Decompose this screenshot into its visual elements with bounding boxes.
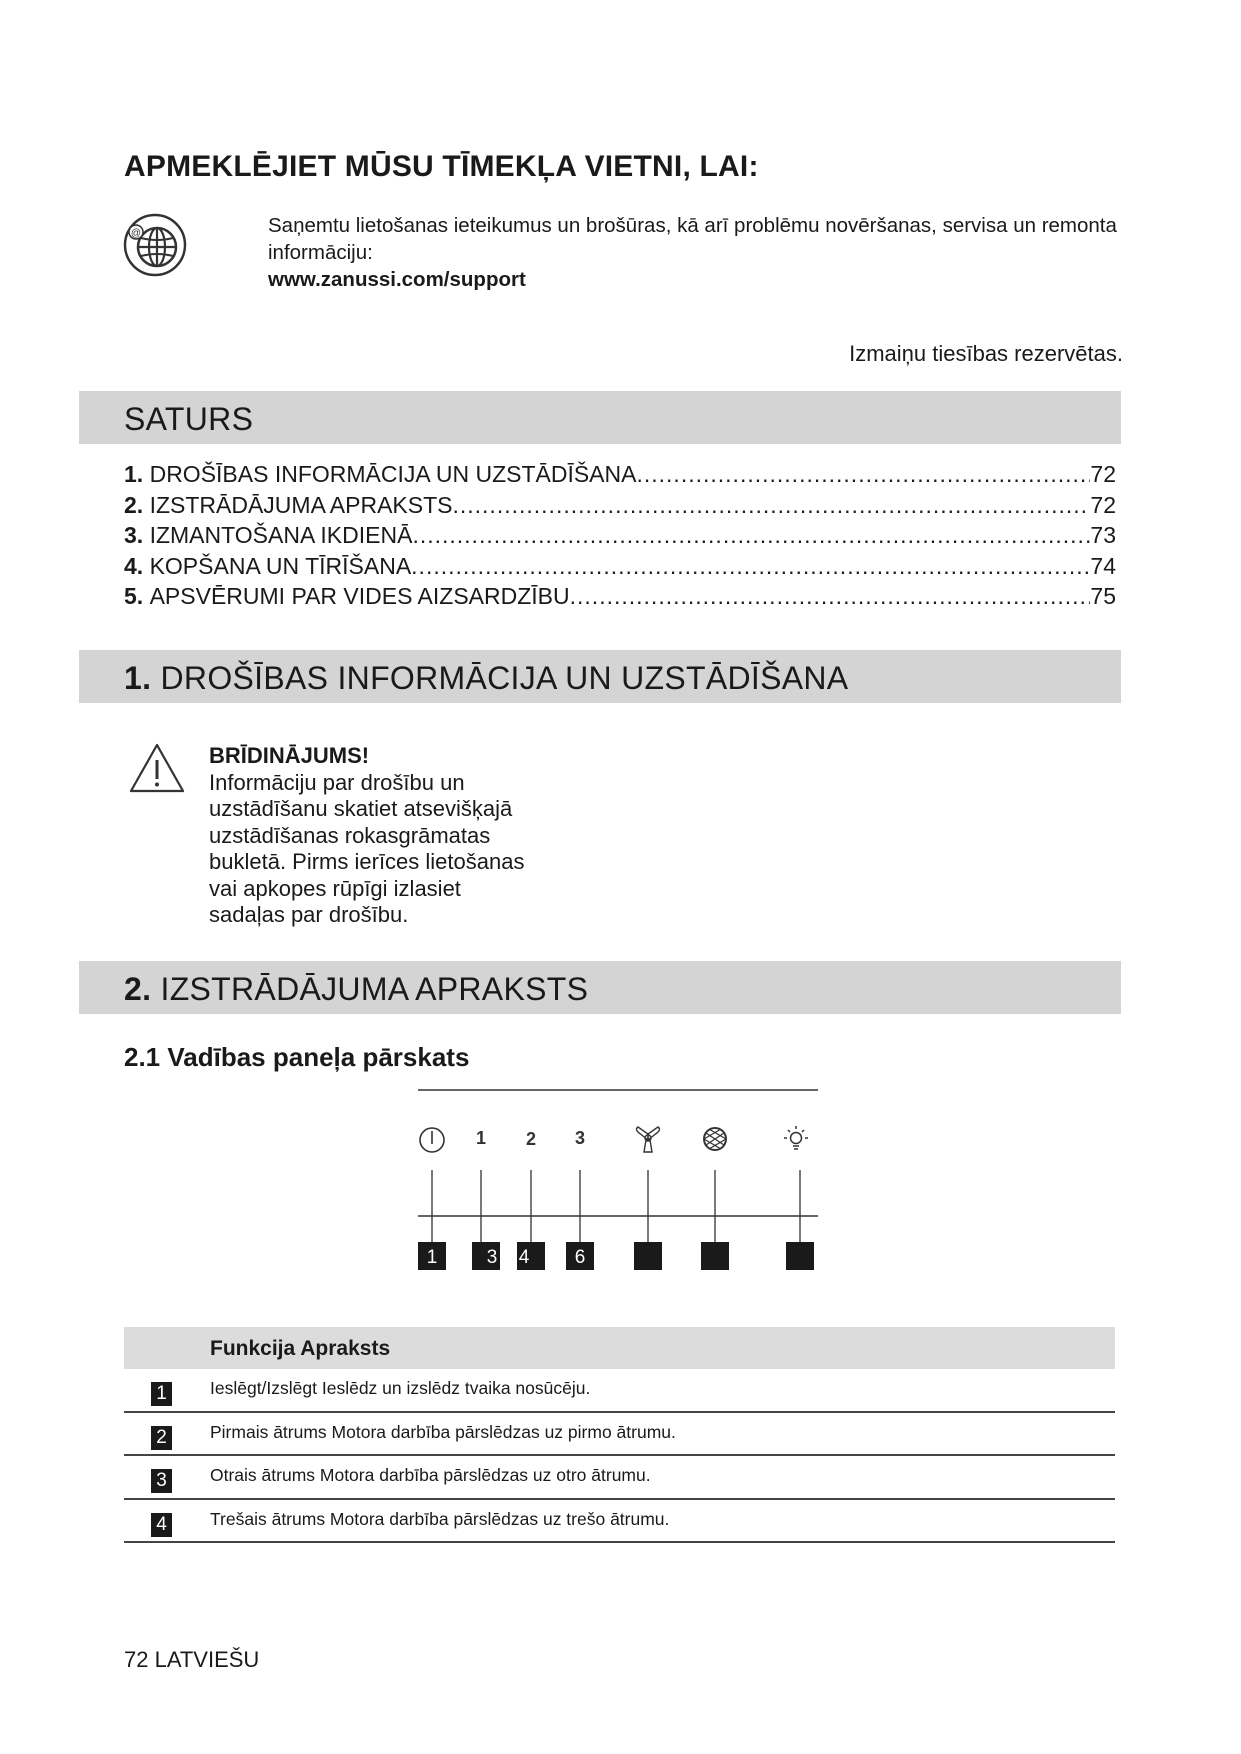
warning-line: Informāciju par drošību un xyxy=(209,769,465,795)
speed-2-label: 2 xyxy=(525,1129,537,1149)
marker-label: 1 xyxy=(426,1247,438,1268)
speed-1-label: 1 xyxy=(475,1128,487,1148)
row-description: Pirmais ātrums Motora darbība pārslēdzas uz pirmo ātrumu. xyxy=(210,1421,676,1442)
warning-line: uzstādīšanas rokasgrāmatas xyxy=(209,822,491,848)
warning-triangle-icon xyxy=(128,742,186,794)
toc-item-label: DROŠĪBAS INFORMĀCIJA UN UZSTĀDĪŠANA xyxy=(149,461,637,487)
toc-item-page: 74 xyxy=(1090,552,1116,579)
toc-item-label: APSVĒRUMI PAR VIDES AIZSARDZĪBU xyxy=(149,583,570,609)
toc-item-label: IZMANTOŠANA IKDIENĀ xyxy=(149,522,413,548)
globe-web-icon xyxy=(122,212,188,278)
marker-label: 4 xyxy=(518,1247,530,1268)
row-description: Otrais ātrums Motora darbība pārslēdzas uz otro ātrumu. xyxy=(210,1465,651,1485)
table-row xyxy=(124,1500,1115,1544)
fan-icon xyxy=(637,1127,660,1152)
visit-description xyxy=(268,212,1128,293)
row-description: Trešais ātrums Motora darbība pārslēdzas uz trešo ātrumu. xyxy=(210,1508,670,1529)
page-footer: 72 LATVIEŠU xyxy=(124,1647,260,1672)
toc-item[interactable]: 3. IZMANTOŠANA IKDIENĀ ..... 73 xyxy=(124,520,1116,551)
warning-block xyxy=(209,743,569,929)
grease-filter-icon xyxy=(704,1128,726,1150)
toc-item-label: KOPŠANA UN TĪRĪŠANA xyxy=(149,552,412,579)
toc-item-label: IZSTRĀDĀJUMA APRAKSTS xyxy=(149,491,453,518)
section-2-title: 2. IZSTRĀDĀJUMA APRAKSTS xyxy=(124,971,589,1007)
control-panel-diagram xyxy=(418,1088,826,1283)
row-description: Ieslēgt/Izslēgt Ieslēdz un izslēdz tvaika nosūcēju. xyxy=(210,1378,591,1398)
section-1-title: 1. DROŠĪBAS INFORMĀCIJA UN UZSTĀDĪŠANA xyxy=(124,660,849,696)
toc-item-page: 73 xyxy=(1090,522,1116,548)
function-table-header xyxy=(124,1327,1115,1369)
marker-label: 6 xyxy=(574,1247,586,1268)
marker-label: 3 xyxy=(486,1247,498,1268)
section-1-header xyxy=(79,650,1121,703)
table-row xyxy=(124,1456,1115,1500)
visit-website-title: APMEKLĒJIET MŪSU TĪMEKĻA VIETNI, LAI: xyxy=(124,150,759,183)
marker-box xyxy=(634,1242,662,1270)
row-number-badge: 3 xyxy=(151,1469,172,1493)
marker-box xyxy=(701,1242,729,1270)
toc-item[interactable]: 4. KOPŠANA UN TĪRĪŠANA ..... 74 xyxy=(124,551,1116,582)
warning-title: BRĪDINĀJUMS! xyxy=(209,743,370,768)
toc-item-page: 75 xyxy=(1090,583,1116,609)
row-number-badge: 4 xyxy=(151,1513,172,1537)
toc-item-page: 72 xyxy=(1090,461,1116,487)
control-panel-subheading: 2.1 Vadības paneļa pārskats xyxy=(124,1042,470,1072)
function-table-header-text: Funkcija Apraksts xyxy=(210,1337,391,1360)
visit-text: Saņemtu lietošanas ieteikumus un brošūras, kā arī problēmu novēršanas, servisa un remonta informāciju: xyxy=(268,214,1117,264)
row-number-badge: 2 xyxy=(151,1426,172,1450)
table-row xyxy=(124,1413,1115,1457)
toc-item-page: 72 xyxy=(1090,491,1116,518)
function-table xyxy=(124,1327,1115,1543)
support-url[interactable]: www.zanussi.com/support xyxy=(268,268,526,291)
section-2-header xyxy=(79,961,1121,1014)
warning-line: vai apkopes rūpīgi izlasiet xyxy=(209,875,461,901)
row-number-badge: 1 xyxy=(151,1382,172,1406)
svg-text:@: @ xyxy=(130,228,142,239)
warning-line: uzstādīšanu skatiet atsevišķajā xyxy=(209,796,513,821)
table-row xyxy=(124,1369,1115,1413)
table-of-contents xyxy=(124,459,1116,612)
warning-line: bukletā. Pirms ierīces lietošanas xyxy=(209,849,525,874)
light-icon xyxy=(784,1126,808,1149)
toc-item[interactable]: 2. IZSTRĀDĀJUMA APRAKSTS ..... 72 xyxy=(124,490,1116,521)
contents-header xyxy=(79,391,1121,444)
marker-box xyxy=(786,1242,814,1270)
toc-item[interactable]: 5. APSVĒRUMI PAR VIDES AIZSARDZĪBU ..... 75 xyxy=(124,581,1116,612)
rights-reserved: Izmaiņu tiesības rezervētas. xyxy=(849,341,1123,366)
toc-item[interactable]: 1. DROŠĪBAS INFORMĀCIJA UN UZSTĀDĪŠANA ..... 72 xyxy=(124,459,1116,490)
contents-title: SATURS xyxy=(124,401,254,437)
warning-line: sadaļas par drošību. xyxy=(209,902,409,927)
speed-3-label: 3 xyxy=(574,1128,586,1148)
power-icon xyxy=(420,1128,444,1152)
